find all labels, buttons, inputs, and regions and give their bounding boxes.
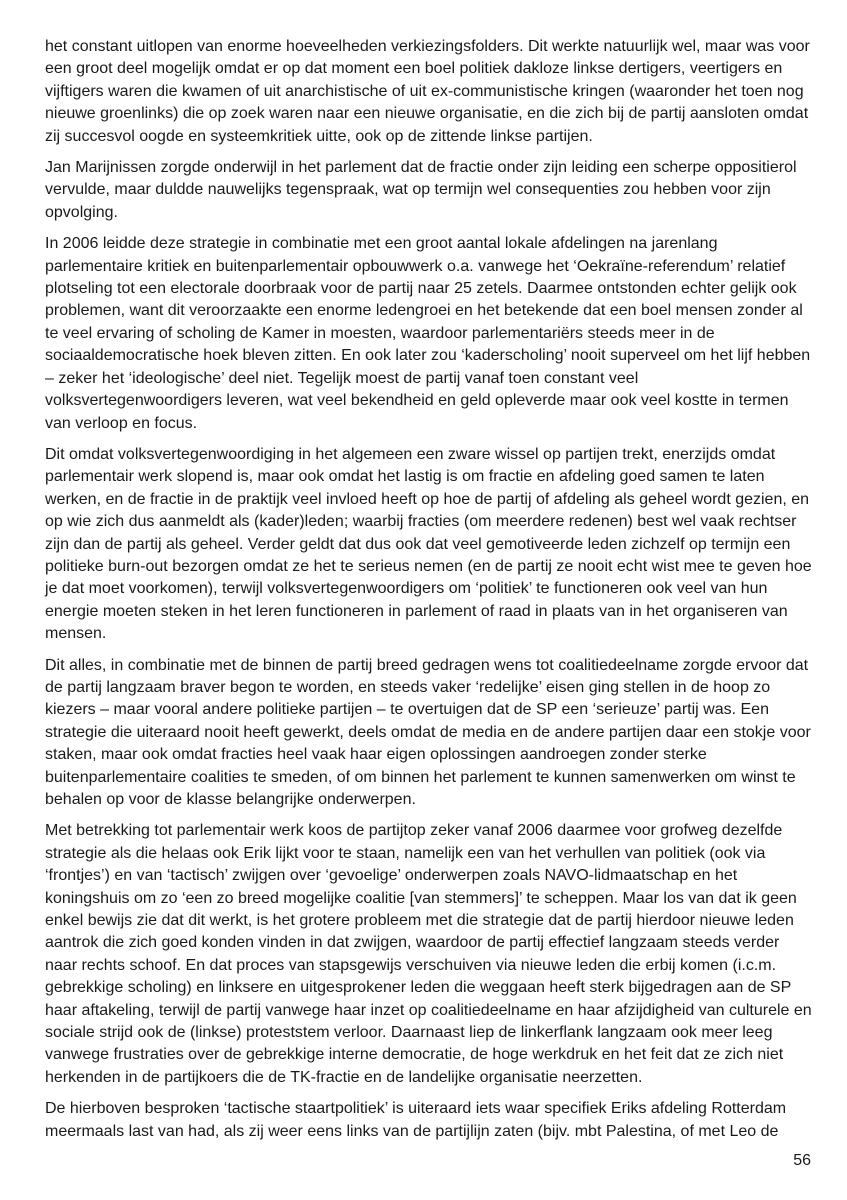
page-number: 56 [793,1152,811,1169]
paragraph-1: het constant uitlopen van enorme hoeveelheden verkiezingsfolders. Dit werkte natuurlijk wel, maar was voor een groot deel mogelijk omdat er op dat moment een boel politiek dakloze linkse dertigers, veertigers en vijftigers waren die kwamen of uit anarchistische of uit ex-communistische kringen (waaronder het toen nog nieuwe groenlinks) die op zoek waren naar een nieuwe organisatie, en die zich bij de partij aansloten omdat zij succesvol oogde en systeemkritiek uitte, ook op de zittende linkse partijen. [45,38,810,145]
paragraph-5: Dit alles, in combinatie met de binnen de partij breed gedragen wens tot coalitiedeelname zorgde ervoor dat de partij langzaam braver begon te worden, en steeds vaker ‘redelijke’ eisen ging stellen in de hoop zo kiezers – maar vooral andere politieke partijen – te overtuigen dat de SP een ‘serieuze’ partij was. Een strategie die uiteraard nooit heeft gewerkt, deels omdat de media en de andere partijen daar een stokje voor staken, maar ook omdat fracties heel vaak haar eigen oplossingen aandroegen zonder sterke buitenparlementaire coalities te smeden, of om binnen het parlement te kunnen samenwerken om winst te behalen op voor de klasse belangrijke onderwerpen. [45,656,811,808]
paragraph-4: Dit omdat volksvertegenwoordiging in het algemeen een zware wissel op partijen trekt, enerzijds omdat parlementair werk slopend is, maar ook omdat het lastig is om fractie en afdeling goed samen te laten werken, en de fractie in de praktijk veel invloed heeft op hoe de partij of afdeling als geheel wordt gezien, en op wie zich dus aanmeldt als (kader)leden; waarbij fracties (om meerdere redenen) best wel vaak rechtser zijn dan de partij als geheel. Verder geldt dat dus ook dat veel gemotiveerde leden zichzelf op termijn een politieke burn-out bezorgen omdat ze het te serieus nemen (en de partij ze nooit echt wist mee te geven hoe je dat moet voorkomen), terwijl volksvertegenwoordigers om ‘politiek’ te functioneren ook veel van hun energie moeten steken in het leren functioneren in parlement of raad in plaats van in het organiseren van mensen. [45,445,812,643]
paragraph-7: De hierboven besproken ‘tactische staartpolitiek’ is uiteraard iets waar specifiek Eriks afdeling Rotterdam meermaals last van had, als zij weer eens links van de partijlijn zaten (bijv. mbt Palestina, of met Leo de [45,1100,787,1140]
paragraph-3: In 2006 leidde deze strategie in combinatie met een groot aantal lokale afdelingen na jarenlang parlementaire kritiek en buitenparlementair opbouwwerk o.a. vanwege het ‘Oekraïne-referendum’ relatief plotseling tot een electorale doorbraak voor de partij naar 25 zetels. Daarmee ontstonden echter gelijk ook problemen, want dit veroorzaakte een enorme ledengroei en het betekende dat een boel mensen zonder al te veel ervaring of scholing de Kamer in moesten, waardoor parlementariërs steeds meer in de sociaaldemocratische hoek bleven zitten. En ook later zou ‘kaderscholing’ nooit superveel om het lijf hebben – zeker het ‘ideologische’ deel niet. Tegelijk moest de partij vanaf toen constant veel volksvertegenwoordigers leveren, wat veel bekendheid en geld opleverde maar ook veel kostte in termen van verloop en focus. [45,235,811,432]
paragraph-6: Met betrekking tot parlementair werk koos de partijtop zeker vanaf 2006 daarmee voor grofweg dezelfde strategie als die helaas ook Erik lijkt voor te staan, namelijk een van het verhullen van politiek (ook via ‘frontjes’) en van ‘tactisch’ zwijgen over ‘gevoelige’ onderwerpen zoals NAVO-lidmaatschap en het koningshuis om zo ‘een zo breed mogelijke coalitie [van stemmers]’ te scheppen. Maar los van dat ik geen enkel bewijs zie dat dit werkt, is het grotere probleem met die strategie dat de partij hierdoor nieuwe leden aantrok die zich goed konden vinden in dat zwijgen, waardoor de partij effectief langzaam steeds verder naar rechts schoof. En dat proces van stapsgewijs verschuiven via nieuwe leden die erbij komen (i.c.m. gebrekkige scholing) en linksere en uitgesprokener leden die weggaan heeft sterk bijgedragen aan de SP haar aftakeling, terwijl de partij vanwege haar inzet op coalitiedeelname en haar afzijdigheid van culturele en sociale strijd ook de (linkse) proteststem verloor. Daarnaast liep de linkerflank langzaam ook meer leeg vanwege frustraties over de gebrekkige interne democratie, de hoge werkdruk en het feit dat ze zich niet herkenden in de partijkoers die de TK-fractie en de landelijke organisatie neerzetten. [45,822,812,1086]
paragraph-2: Jan Marijnissen zorgde onderwijl in het parlement dat de fractie onder zijn leiding een scherpe oppositierol vervulde, maar duldde nauwelijks tegenspraak, wat op termijn wel consequenties zou hebben voor zijn opvolging. [45,159,797,221]
body-text [45,36,815,1152]
